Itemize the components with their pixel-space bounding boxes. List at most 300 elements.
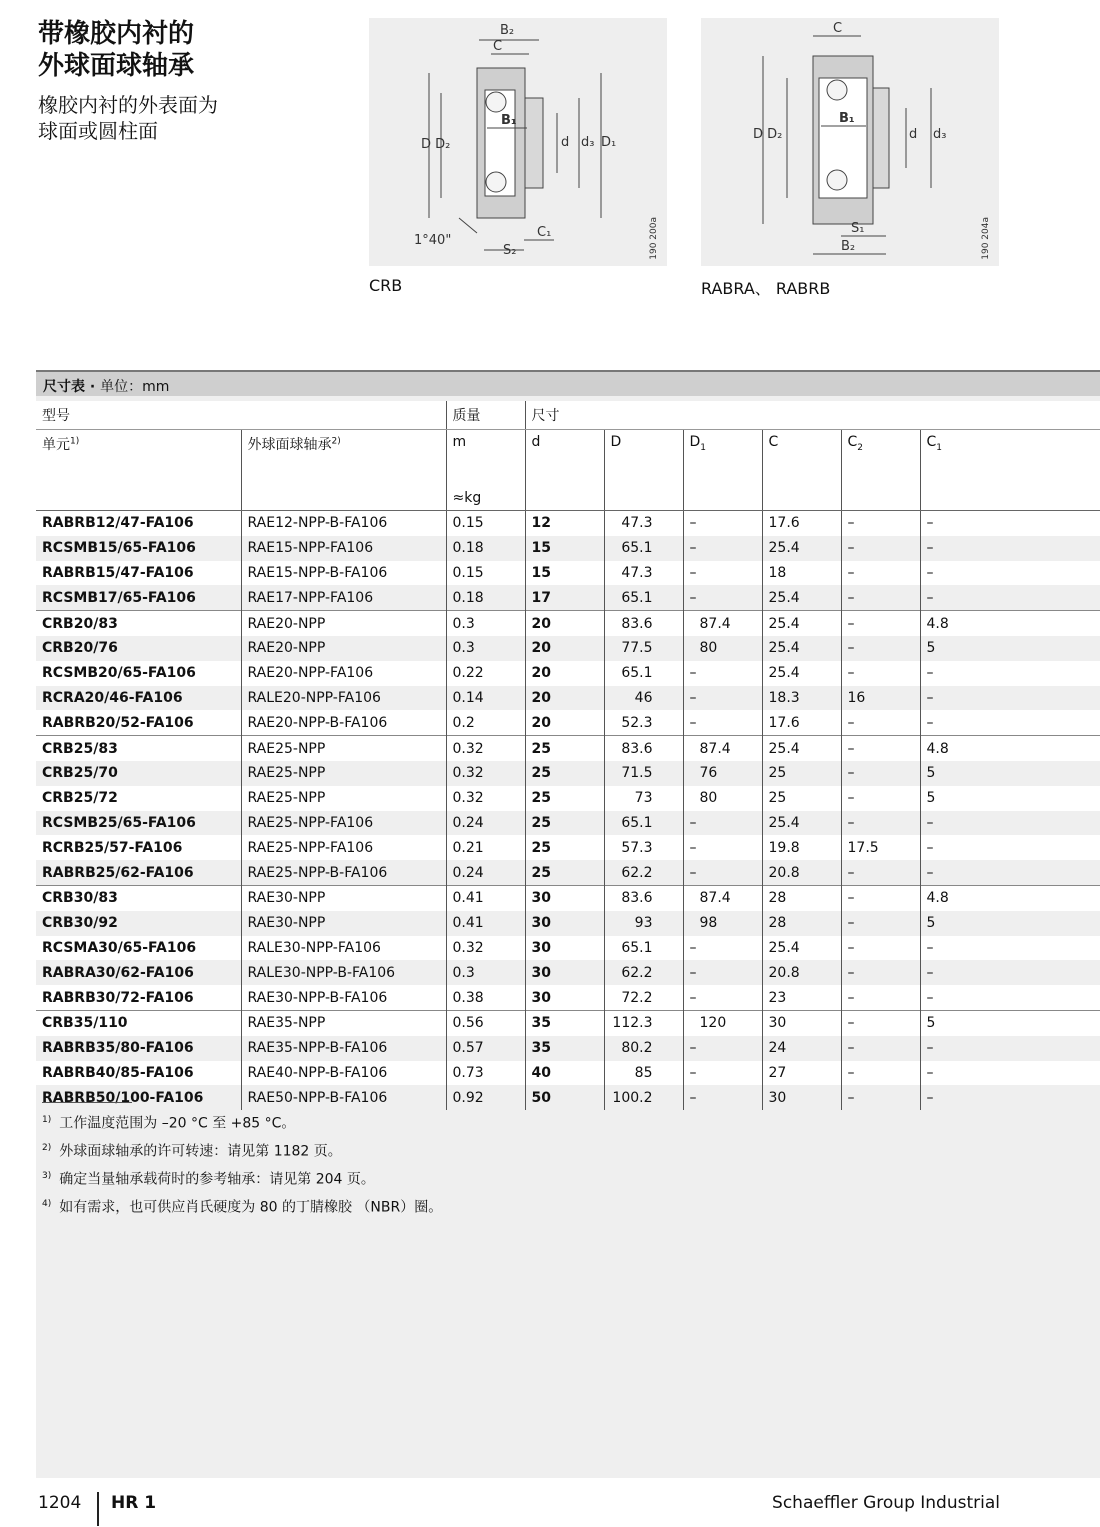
cell-unit: CRB30/92 bbox=[36, 911, 241, 936]
cell-d: 30 bbox=[525, 985, 604, 1010]
cell-bearing: RAE40-NPP-B-FA106 bbox=[241, 1061, 446, 1086]
cell-unit: RCSMB20/65-FA106 bbox=[36, 661, 241, 686]
cell-D1: – bbox=[683, 1085, 762, 1110]
cell-d: 20 bbox=[525, 710, 604, 735]
footnote-item bbox=[42, 1164, 442, 1192]
cell-D: 112.3 bbox=[604, 1010, 683, 1035]
cell-C1: 4.8 bbox=[920, 611, 1100, 636]
crb-drawing bbox=[369, 18, 667, 266]
footnotes bbox=[42, 1108, 442, 1221]
title-line-1: 带橡胶内衬的 bbox=[38, 19, 195, 49]
cell-C2: – bbox=[841, 960, 920, 985]
cell-D1: – bbox=[683, 1061, 762, 1086]
cell-d: 25 bbox=[525, 835, 604, 860]
cell-C: 28 bbox=[762, 885, 841, 910]
cell-bearing: RAE25-NPP-FA106 bbox=[241, 811, 446, 836]
cell-C1: – bbox=[920, 811, 1100, 836]
cell-D1: – bbox=[683, 511, 762, 536]
cell-D: 65.1 bbox=[604, 536, 683, 561]
cell-unit: RABRB40/85-FA106 bbox=[36, 1061, 241, 1086]
cell-D1: – bbox=[683, 536, 762, 561]
cell-D: 83.6 bbox=[604, 885, 683, 910]
table-row bbox=[36, 985, 1100, 1010]
rabr-dim-b2: B₂ bbox=[841, 239, 856, 254]
footnote-text: 外球面球轴承的许可转速：请见第 1182 页。 bbox=[59, 1143, 342, 1160]
cell-C2: – bbox=[841, 1085, 920, 1110]
cell-D: 52.3 bbox=[604, 710, 683, 735]
cell-D1: – bbox=[683, 1036, 762, 1061]
cell-mass: 0.2 bbox=[446, 710, 525, 735]
footnote-text: 确定当量轴承载荷时的参考轴承：请见第 204 页。 bbox=[59, 1171, 375, 1188]
cell-unit: CRB20/76 bbox=[36, 636, 241, 661]
crb-dim-angle: 1°40" bbox=[414, 233, 452, 248]
dimension-table bbox=[36, 401, 1100, 1110]
cell-D: 73 bbox=[604, 786, 683, 811]
table-row bbox=[36, 1085, 1100, 1110]
cell-C1: 5 bbox=[920, 1010, 1100, 1035]
figure-crb-label: CRB bbox=[369, 276, 403, 295]
cell-bearing: RALE20-NPP-FA106 bbox=[241, 686, 446, 711]
cell-bearing: RAE20-NPP-B-FA106 bbox=[241, 710, 446, 735]
cell-D: 65.1 bbox=[604, 585, 683, 610]
cell-C2: – bbox=[841, 585, 920, 610]
cell-d: 35 bbox=[525, 1010, 604, 1035]
cell-C: 18 bbox=[762, 561, 841, 586]
table-caption bbox=[36, 370, 1100, 396]
cell-D: 100.2 bbox=[604, 1085, 683, 1110]
cell-bearing: RAE30-NPP bbox=[241, 885, 446, 910]
table-row bbox=[36, 835, 1100, 860]
cell-D: 72.2 bbox=[604, 985, 683, 1010]
cell-unit: RABRB25/62-FA106 bbox=[36, 860, 241, 885]
cell-unit: RABRB12/47-FA106 bbox=[36, 511, 241, 536]
cell-C1: 4.8 bbox=[920, 885, 1100, 910]
cell-d: 35 bbox=[525, 1036, 604, 1061]
cell-C2: – bbox=[841, 786, 920, 811]
table-row bbox=[36, 960, 1100, 985]
cell-d: 25 bbox=[525, 736, 604, 761]
cell-D1: – bbox=[683, 561, 762, 586]
table-row bbox=[36, 885, 1100, 910]
cell-bearing: RALE30-NPP-B-FA106 bbox=[241, 960, 446, 985]
cell-D1: 80 bbox=[683, 786, 762, 811]
cell-C: 20.8 bbox=[762, 860, 841, 885]
cell-C2: 16 bbox=[841, 686, 920, 711]
figure-rabr bbox=[701, 18, 999, 266]
cell-mass: 0.73 bbox=[446, 1061, 525, 1086]
cell-C1: 4.8 bbox=[920, 736, 1100, 761]
cell-mass: 0.3 bbox=[446, 960, 525, 985]
cell-d: 15 bbox=[525, 536, 604, 561]
cell-D: 93 bbox=[604, 911, 683, 936]
cell-C: 25.4 bbox=[762, 585, 841, 610]
header-type: 型号 bbox=[36, 401, 446, 430]
table-row bbox=[36, 860, 1100, 885]
cell-mass: 0.3 bbox=[446, 611, 525, 636]
cell-C1: – bbox=[920, 536, 1100, 561]
table-row bbox=[36, 811, 1100, 836]
page-subtitle bbox=[38, 92, 218, 144]
cell-unit: CRB25/70 bbox=[36, 761, 241, 786]
cell-bearing: RAE17-NPP-FA106 bbox=[241, 585, 446, 610]
crb-dim-b2: B₂ bbox=[500, 23, 515, 38]
table-row bbox=[36, 661, 1100, 686]
cell-D1: – bbox=[683, 811, 762, 836]
header-d: d bbox=[525, 430, 604, 511]
cell-mass: 0.32 bbox=[446, 936, 525, 961]
cell-bearing: RAE20-NPP bbox=[241, 611, 446, 636]
header-C2: $C_2$ bbox=[841, 430, 920, 511]
cell-C1: – bbox=[920, 710, 1100, 735]
cell-mass: 0.32 bbox=[446, 761, 525, 786]
cell-D1: 87.4 bbox=[683, 736, 762, 761]
cell-D: 47.3 bbox=[604, 561, 683, 586]
cell-bearing: RAE35-NPP bbox=[241, 1010, 446, 1035]
cell-bearing: RAE15-NPP-FA106 bbox=[241, 536, 446, 561]
footer-company: Schaeffler Group Industrial bbox=[772, 1493, 1000, 1513]
cell-d: 40 bbox=[525, 1061, 604, 1086]
header-D: D bbox=[604, 430, 683, 511]
footnote-item bbox=[42, 1136, 442, 1164]
cell-D1: – bbox=[683, 936, 762, 961]
cell-C: 20.8 bbox=[762, 960, 841, 985]
header-bearing: 外球面球轴承$^{2)}$ bbox=[241, 430, 446, 511]
cell-C2: – bbox=[841, 1061, 920, 1086]
cell-unit: RABRB35/80-FA106 bbox=[36, 1036, 241, 1061]
cell-mass: 0.32 bbox=[446, 786, 525, 811]
cell-C2: – bbox=[841, 561, 920, 586]
cell-D: 65.1 bbox=[604, 936, 683, 961]
cell-D: 83.6 bbox=[604, 611, 683, 636]
cell-C: 25.4 bbox=[762, 636, 841, 661]
crb-dim-d3: d₃ bbox=[581, 135, 595, 150]
cell-d: 20 bbox=[525, 686, 604, 711]
cell-D1: 80 bbox=[683, 636, 762, 661]
page-title bbox=[38, 18, 194, 82]
table-row bbox=[36, 536, 1100, 561]
cell-C2: – bbox=[841, 736, 920, 761]
cell-unit: RCSMB25/65-FA106 bbox=[36, 811, 241, 836]
cell-C1: – bbox=[920, 511, 1100, 536]
cell-D1: – bbox=[683, 686, 762, 711]
footnote-mark: 2) bbox=[42, 1143, 52, 1154]
cell-D1: – bbox=[683, 960, 762, 985]
table-row bbox=[36, 1061, 1100, 1086]
cell-C: 25.4 bbox=[762, 936, 841, 961]
cell-C1: – bbox=[920, 985, 1100, 1010]
table-row bbox=[36, 736, 1100, 761]
cell-unit: RCSMB15/65-FA106 bbox=[36, 536, 241, 561]
cell-bearing: RALE30-NPP-FA106 bbox=[241, 936, 446, 961]
cell-D1: 87.4 bbox=[683, 885, 762, 910]
cell-unit: RABRB50/100-FA106 bbox=[36, 1085, 241, 1110]
cell-D1: 76 bbox=[683, 761, 762, 786]
cell-C: 23 bbox=[762, 985, 841, 1010]
cell-D: 65.1 bbox=[604, 661, 683, 686]
header-mass: 质量 bbox=[446, 401, 525, 430]
cell-unit: CRB25/72 bbox=[36, 786, 241, 811]
table-row bbox=[36, 911, 1100, 936]
cell-d: 30 bbox=[525, 885, 604, 910]
cell-d: 25 bbox=[525, 786, 604, 811]
cell-bearing: RAE20-NPP-FA106 bbox=[241, 661, 446, 686]
cell-D: 77.5 bbox=[604, 636, 683, 661]
cell-mass: 0.24 bbox=[446, 860, 525, 885]
cell-mass: 0.21 bbox=[446, 835, 525, 860]
cell-D1: – bbox=[683, 860, 762, 885]
cell-C: 25 bbox=[762, 761, 841, 786]
figure-crb-id: 190 200a bbox=[649, 217, 659, 260]
footnote-text: 如有需求，也可供应肖氏硬度为 80 的丁腈橡胶 （NBR）圈。 bbox=[59, 1200, 443, 1217]
cell-C1: – bbox=[920, 561, 1100, 586]
cell-C1: – bbox=[920, 1036, 1100, 1061]
footer-section: HR 1 bbox=[111, 1493, 157, 1513]
rabr-dim-c: C bbox=[833, 21, 843, 36]
crb-dim-c1: C₁ bbox=[537, 225, 552, 240]
cell-D: 83.6 bbox=[604, 736, 683, 761]
cell-unit: RABRB20/52-FA106 bbox=[36, 710, 241, 735]
cell-mass: 0.57 bbox=[446, 1036, 525, 1061]
cell-C2: – bbox=[841, 710, 920, 735]
crb-dim-s2: S₂ bbox=[503, 243, 517, 258]
cell-d: 12 bbox=[525, 511, 604, 536]
cell-C1: – bbox=[920, 936, 1100, 961]
cell-C2: – bbox=[841, 611, 920, 636]
cell-unit: RCRA20/46-FA106 bbox=[36, 686, 241, 711]
table-caption-unit: 单位：mm bbox=[100, 379, 170, 395]
header-dimensions: 尺寸 bbox=[525, 401, 1100, 430]
table-row bbox=[36, 1010, 1100, 1035]
cell-D: 62.2 bbox=[604, 960, 683, 985]
crb-dim-b1: B₁ bbox=[501, 113, 517, 128]
cell-bearing: RAE20-NPP bbox=[241, 636, 446, 661]
cell-C2: – bbox=[841, 1010, 920, 1035]
table-row bbox=[36, 761, 1100, 786]
cell-d: 50 bbox=[525, 1085, 604, 1110]
cell-C: 25.4 bbox=[762, 611, 841, 636]
cell-D: 85 bbox=[604, 1061, 683, 1086]
cell-C: 24 bbox=[762, 1036, 841, 1061]
cell-D1: – bbox=[683, 985, 762, 1010]
footnote-item bbox=[42, 1192, 442, 1220]
cell-C2: – bbox=[841, 936, 920, 961]
cell-mass: 0.15 bbox=[446, 561, 525, 586]
subtitle-line-2: 球面或圆柱面 bbox=[38, 119, 158, 143]
cell-C2: – bbox=[841, 536, 920, 561]
cell-bearing: RAE30-NPP bbox=[241, 911, 446, 936]
cell-bearing: RAE25-NPP bbox=[241, 786, 446, 811]
cell-C2: – bbox=[841, 885, 920, 910]
cell-mass: 0.18 bbox=[446, 585, 525, 610]
footnote-text: 工作温度范围为 –20 °C 至 +85 °C。 bbox=[59, 1115, 296, 1132]
crb-dim-d: d bbox=[561, 135, 570, 150]
cell-d: 30 bbox=[525, 960, 604, 985]
footnote-item bbox=[42, 1108, 442, 1136]
footnote-divider bbox=[42, 1102, 132, 1103]
cell-bearing: RAE15-NPP-B-FA106 bbox=[241, 561, 446, 586]
cell-C1: 5 bbox=[920, 761, 1100, 786]
crb-dim-d-d2: D D₂ bbox=[421, 137, 451, 152]
cell-C1: – bbox=[920, 960, 1100, 985]
cell-d: 25 bbox=[525, 811, 604, 836]
cell-D: 65.1 bbox=[604, 811, 683, 836]
cell-d: 25 bbox=[525, 860, 604, 885]
cell-D: 47.3 bbox=[604, 511, 683, 536]
cell-D: 46 bbox=[604, 686, 683, 711]
cell-mass: 0.15 bbox=[446, 511, 525, 536]
cell-D1: – bbox=[683, 835, 762, 860]
cell-unit: RCSMA30/65-FA106 bbox=[36, 936, 241, 961]
cell-bearing: RAE25-NPP bbox=[241, 761, 446, 786]
cell-mass: 0.41 bbox=[446, 911, 525, 936]
table-row bbox=[36, 936, 1100, 961]
cell-D: 71.5 bbox=[604, 761, 683, 786]
rabr-drawing bbox=[701, 18, 999, 266]
cell-d: 20 bbox=[525, 636, 604, 661]
cell-unit: CRB30/83 bbox=[36, 885, 241, 910]
cell-C: 30 bbox=[762, 1010, 841, 1035]
cell-mass: 0.24 bbox=[446, 811, 525, 836]
cell-C1: – bbox=[920, 686, 1100, 711]
cell-C: 17.6 bbox=[762, 710, 841, 735]
cell-mass: 0.92 bbox=[446, 1085, 525, 1110]
cell-mass: 0.22 bbox=[446, 661, 525, 686]
footer-page-number: 1204 bbox=[38, 1493, 82, 1513]
cell-C1: – bbox=[920, 1061, 1100, 1086]
cell-mass: 0.56 bbox=[446, 1010, 525, 1035]
cell-mass: 0.41 bbox=[446, 885, 525, 910]
cell-C2: – bbox=[841, 511, 920, 536]
cell-unit: RABRB30/72-FA106 bbox=[36, 985, 241, 1010]
cell-C: 19.8 bbox=[762, 835, 841, 860]
cell-D: 57.3 bbox=[604, 835, 683, 860]
cell-d: 30 bbox=[525, 936, 604, 961]
table-row bbox=[36, 786, 1100, 811]
cell-unit: CRB25/83 bbox=[36, 736, 241, 761]
cell-bearing: RAE35-NPP-B-FA106 bbox=[241, 1036, 446, 1061]
cell-C: 25.4 bbox=[762, 811, 841, 836]
cell-C1: – bbox=[920, 835, 1100, 860]
cell-C1: 5 bbox=[920, 636, 1100, 661]
cell-d: 20 bbox=[525, 661, 604, 686]
table-row bbox=[36, 511, 1100, 536]
cell-mass: 0.3 bbox=[446, 636, 525, 661]
cell-C1: 5 bbox=[920, 911, 1100, 936]
footer-divider bbox=[97, 1492, 99, 1526]
table-row bbox=[36, 710, 1100, 735]
cell-unit: RCSMB17/65-FA106 bbox=[36, 585, 241, 610]
cell-C: 25 bbox=[762, 786, 841, 811]
cell-bearing: RAE25-NPP-B-FA106 bbox=[241, 860, 446, 885]
rabr-dim-d-d2: D D₂ bbox=[753, 127, 783, 142]
subtitle-line-1: 橡胶内衬的外表面为 bbox=[38, 93, 218, 117]
cell-C2: – bbox=[841, 860, 920, 885]
header-D1: $D_1$ bbox=[683, 430, 762, 511]
cell-C: 28 bbox=[762, 911, 841, 936]
cell-C: 25.4 bbox=[762, 661, 841, 686]
crb-dim-d1: D₁ bbox=[601, 135, 617, 150]
cell-d: 20 bbox=[525, 611, 604, 636]
cell-unit: CRB35/110 bbox=[36, 1010, 241, 1035]
cell-C1: 5 bbox=[920, 786, 1100, 811]
title-line-2: 外球面球轴承 bbox=[38, 51, 195, 81]
table-row bbox=[36, 1036, 1100, 1061]
figure-crb bbox=[369, 18, 667, 266]
cell-C: 17.6 bbox=[762, 511, 841, 536]
cell-C1: – bbox=[920, 1085, 1100, 1110]
cell-D1: – bbox=[683, 661, 762, 686]
cell-D1: – bbox=[683, 710, 762, 735]
header-kg: ≈kg bbox=[452, 490, 482, 506]
cell-C2: – bbox=[841, 985, 920, 1010]
cell-unit: RABRA30/62-FA106 bbox=[36, 960, 241, 985]
cell-bearing: RAE50-NPP-B-FA106 bbox=[241, 1085, 446, 1110]
cell-unit: RCRB25/57-FA106 bbox=[36, 835, 241, 860]
rabr-dim-d: d bbox=[909, 127, 918, 142]
rabr-dim-b1: B₁ bbox=[839, 111, 855, 126]
cell-C2: 17.5 bbox=[841, 835, 920, 860]
cell-D: 80.2 bbox=[604, 1036, 683, 1061]
cell-C: 27 bbox=[762, 1061, 841, 1086]
cell-unit: RABRB15/47-FA106 bbox=[36, 561, 241, 586]
figure-rabr-label: RABRA、 RABRB bbox=[701, 279, 831, 298]
table-caption-bold: 尺寸表 · bbox=[43, 379, 101, 395]
table-row bbox=[36, 611, 1100, 636]
header-m: m ≈kg bbox=[446, 430, 525, 511]
figure-rabr-id: 190 204a bbox=[981, 217, 991, 260]
cell-C2: – bbox=[841, 1036, 920, 1061]
cell-bearing: RAE12-NPP-B-FA106 bbox=[241, 511, 446, 536]
cell-D1: – bbox=[683, 585, 762, 610]
cell-bearing: RAE25-NPP-FA106 bbox=[241, 835, 446, 860]
cell-d: 15 bbox=[525, 561, 604, 586]
cell-C: 18.3 bbox=[762, 686, 841, 711]
cell-d: 25 bbox=[525, 761, 604, 786]
table-row bbox=[36, 636, 1100, 661]
cell-C2: – bbox=[841, 661, 920, 686]
cell-C1: – bbox=[920, 661, 1100, 686]
cell-D1: 98 bbox=[683, 911, 762, 936]
cell-C1: – bbox=[920, 860, 1100, 885]
cell-C: 25.4 bbox=[762, 736, 841, 761]
cell-bearing: RAE25-NPP bbox=[241, 736, 446, 761]
cell-C2: – bbox=[841, 761, 920, 786]
cell-D: 62.2 bbox=[604, 860, 683, 885]
cell-unit: CRB20/83 bbox=[36, 611, 241, 636]
table-row bbox=[36, 686, 1100, 711]
footnote-mark: 3) bbox=[42, 1171, 52, 1182]
cell-C: 30 bbox=[762, 1085, 841, 1110]
cell-C2: – bbox=[841, 911, 920, 936]
cell-mass: 0.14 bbox=[446, 686, 525, 711]
rabr-dim-s1: S₁ bbox=[851, 221, 865, 236]
table-row bbox=[36, 561, 1100, 586]
header-C1: $C_1$ bbox=[920, 430, 1100, 511]
rabr-dim-d3: d₃ bbox=[933, 127, 947, 142]
cell-d: 30 bbox=[525, 911, 604, 936]
header-C: C bbox=[762, 430, 841, 511]
cell-C: 25.4 bbox=[762, 536, 841, 561]
cell-D1: 87.4 bbox=[683, 611, 762, 636]
footnote-mark: 4) bbox=[42, 1199, 52, 1210]
cell-bearing: RAE30-NPP-B-FA106 bbox=[241, 985, 446, 1010]
cell-C2: – bbox=[841, 811, 920, 836]
cell-mass: 0.32 bbox=[446, 736, 525, 761]
cell-d: 17 bbox=[525, 585, 604, 610]
cell-mass: 0.18 bbox=[446, 536, 525, 561]
table-row bbox=[36, 585, 1100, 610]
cell-D1: 120 bbox=[683, 1010, 762, 1035]
